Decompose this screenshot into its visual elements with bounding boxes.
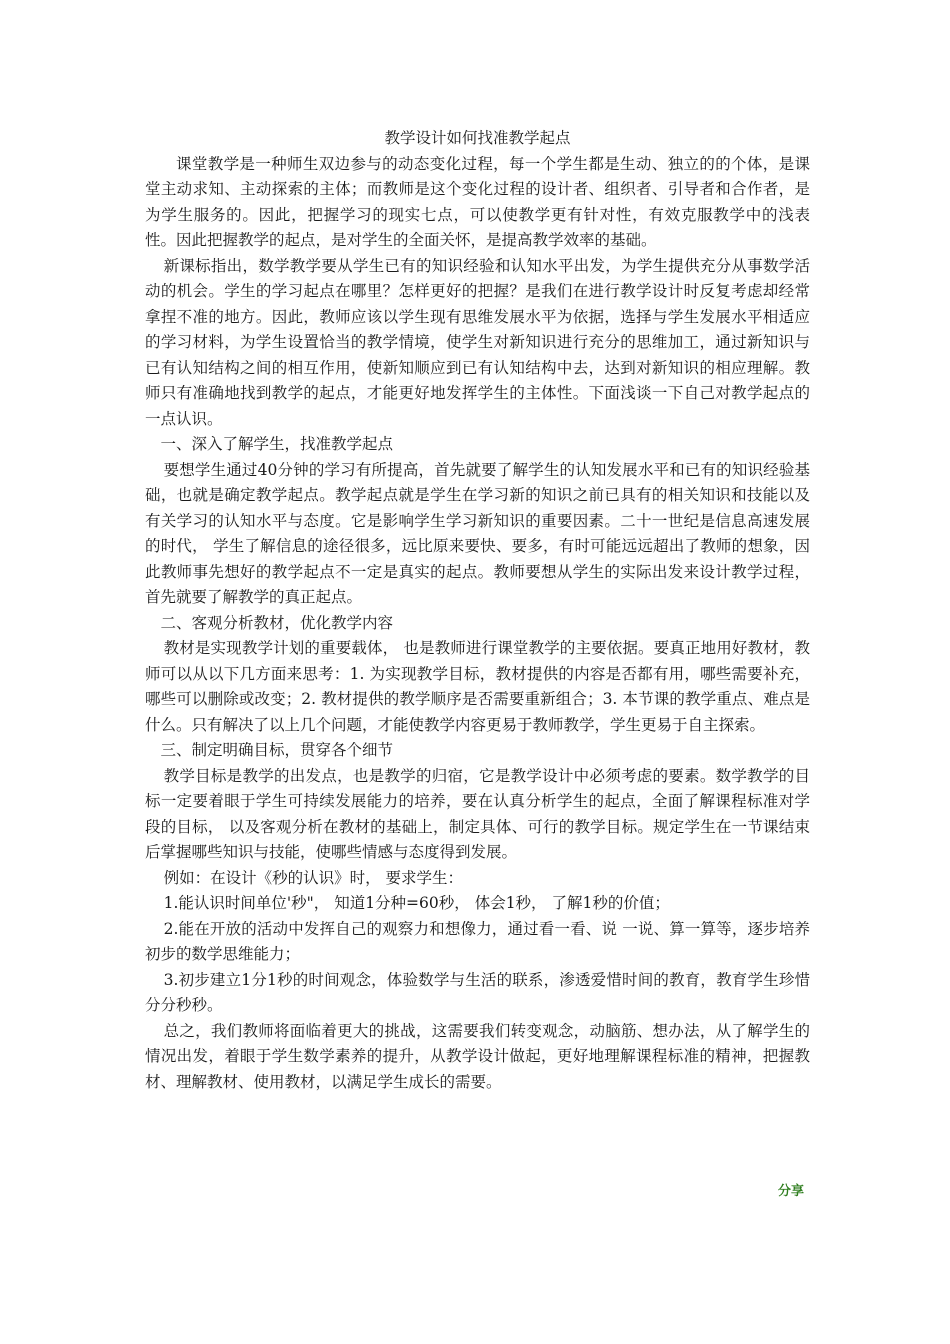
- paragraph-section-1: 要想学生通过40分钟的学习有所提高，首先就要了解学生的认知发展水平和已有的知识经验基础，也就是确定教学起点。教学起点就是学生在学习新的知识之前已具有的相关知识和技能以及有关学习的认知水平与态度。它是影响学生学习新知识的重要因素。二十一世纪是信息高速发展的时代， 学生了解信息的途径很多，远比原来要快、要多，有时可能远远超出了教师的想象，因此教师事先想好的教学起点不一定是真实的起点。教师要想从学生的实际出发来设计教学过程，首先就要了解教学的真正起点。: [145, 460, 810, 606]
- share-link[interactable]: 分享: [778, 1184, 805, 1199]
- paragraph-conclusion: 总之，我们教师将面临着更大的挑战，这需要我们转变观念，动脑筋、想办法，从了解学生的情况出发，着眼于学生数学素养的提升，从教学设计做起，更好地理解课程标准的精神，把握教材、理解教材、使用教材，以满足学生成长的需要。: [145, 1021, 810, 1091]
- paragraph-curriculum: 新课标指出，数学教学要从学生已有的知识经验和认知水平出发，为学生提供充分从事数学活动的机会。学生的学习起点在哪里？怎样更好的把握？是我们在进行教学设计时反复考虑却经常拿捏不准的地方。因此，教师应该以学生现有思维发展水平为依据，选择与学生发展水平相适应的学习材料，为学生设置恰当的教学情境，使学生对新知识进行充分的思维加工，通过新知识与已有认知结构之间的相互作用，使新知顺应到已有认知结构中去，达到对新知识的相应理解。教师只有准确地找到教学的起点，才能更好地发挥学生的主体性。下面浅谈一下自己对教学起点的一点认识。: [145, 256, 810, 428]
- document-body: [145, 126, 810, 1095]
- document-title: 教学设计如何找准教学起点: [384, 129, 571, 147]
- section-heading-1: 一、深入了解学生，找准教学起点: [160, 435, 394, 453]
- list-item-goal-1: 1.能认识时间单位'秒"， 知道1分种=60秒， 体会1秒， 了解1秒的价值；: [163, 894, 670, 912]
- section-heading-3: 三、制定明确目标，贯穿各个细节: [160, 741, 394, 759]
- section-heading-2: 二、客观分析教材，优化教学内容: [160, 613, 394, 632]
- paragraph-section-2: 教材是实现教学计划的重要载体， 也是教师进行课堂教学的主要依据。要真正地用好教材，教师可以从以下几方面来思考：1. 为实现教学目标，教材提供的内容是否都有用，哪些需要补充，哪些可以删除或改变；2. 教材提供的教学顺序是否需要重新组合；3. 本节课的教学重点、难点是什么。只有解决了以上几个问题，才能使教学内容更易于教师教学，学生更易于自主探索。: [145, 639, 810, 734]
- list-item-goal-3: 3.初步建立1分1秒的时间观念，体验数学与生活的联系，渗透爱惜时间的教育，教育学生珍惜分分秒秒。: [145, 970, 810, 1014]
- paragraph-intro: 课堂教学是一种师生双边参与的动态变化过程，每一个学生都是生动、独立的的个体，是课堂主动求知、主动探索的主体；而教师是这个变化过程的设计者、组织者、引导者和合作者，是为学生服务的。因此，把握学习的现实七点，可以使教学更有针对性，有效克服教学中的浅表性。因此把握教学的起点，是对学生的全面关怀，是提高教学效率的基础。: [145, 154, 810, 249]
- paragraph-section-3: 教学目标是教学的出发点，也是教学的归宿，它是教学设计中必须考虑的要素。数学教学的目标一定要着眼于学生可持续发展能力的培养，要在认真分析学生的起点，全面了解课程标准对学段的目标， 以及客观分析在教材的基础上，制定具体、可行的教学目标。规定学生在一节课结束后掌握哪些知识与技能，使哪些情感与态度得到发展。: [145, 766, 810, 861]
- paragraph-example-intro: 例如：在设计《秒的认识》时， 要求学生：: [163, 868, 464, 887]
- list-item-goal-2: 2.能在开放的活动中发挥自己的观察力和想像力，通过看一看、说 一说、算一算等，逐步培养初步的数学思维能力；: [145, 919, 810, 963]
